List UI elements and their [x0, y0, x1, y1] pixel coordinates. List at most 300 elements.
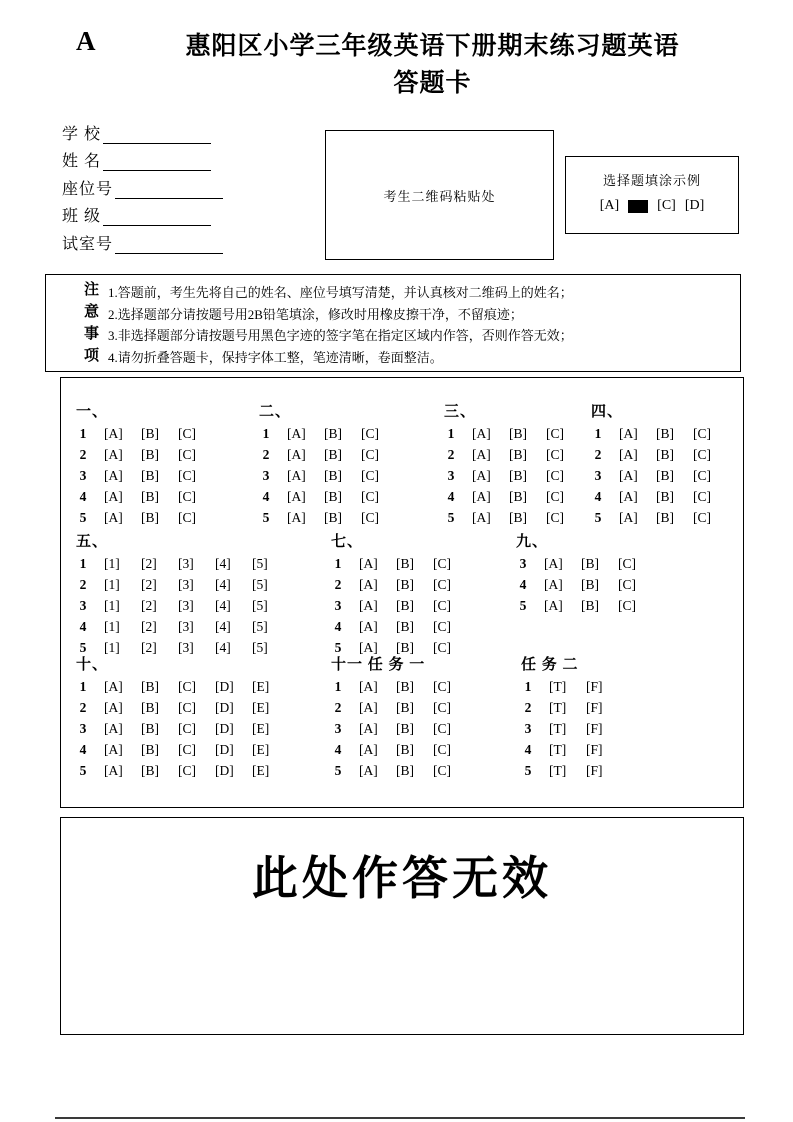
section-title: 任 务 二: [521, 657, 579, 673]
question-number: 3: [79, 597, 87, 613]
answer-bubble[interactable]: [C]: [618, 577, 636, 593]
answer-bubble[interactable]: [F]: [586, 720, 603, 736]
section-title: 十一 任 务 一: [331, 657, 426, 673]
answer-bubble[interactable]: [C]: [178, 467, 196, 483]
answer-bubble[interactable]: [B]: [396, 700, 414, 716]
answer-bubble[interactable]: [E]: [252, 700, 270, 716]
question-number: 1: [79, 556, 87, 572]
answer-bubble[interactable]: [B]: [141, 741, 159, 757]
answer-bubble[interactable]: [B]: [396, 741, 414, 757]
question-number: 5: [262, 509, 270, 525]
answer-bubble[interactable]: [F]: [586, 679, 603, 695]
answer-bubble[interactable]: [F]: [586, 700, 603, 716]
answer-bubble[interactable]: [C]: [178, 509, 196, 525]
answer-bubble[interactable]: [E]: [252, 741, 270, 757]
answer-bubble[interactable]: [C]: [178, 447, 196, 463]
answer-bubble[interactable]: [3]: [178, 639, 194, 655]
answer-bubble[interactable]: [B]: [509, 426, 527, 442]
question-number: 3: [447, 467, 455, 483]
answer-bubble[interactable]: [D]: [215, 741, 234, 757]
answer-row: [331, 616, 470, 637]
question-number: 4: [262, 488, 270, 504]
answer-bubble[interactable]: [4]: [215, 577, 231, 593]
answer-bubble[interactable]: [A]: [104, 679, 123, 695]
answer-row: [521, 719, 623, 740]
answer-bubble[interactable]: [A]: [359, 618, 378, 634]
answer-bubble[interactable]: [A]: [104, 720, 123, 736]
answer-bubble[interactable]: [F]: [586, 741, 603, 757]
answer-bubble[interactable]: [B]: [324, 509, 342, 525]
section-title: 五、: [76, 534, 109, 550]
answer-row: [76, 677, 289, 698]
answer-bubble[interactable]: [C]: [433, 679, 451, 695]
answer-bubble[interactable]: [B]: [141, 762, 159, 778]
field-label-class: 班 级: [62, 208, 102, 225]
answer-bubble[interactable]: [D]: [215, 762, 234, 778]
answer-bubble[interactable]: [A]: [472, 447, 491, 463]
answer-section: [444, 400, 583, 528]
answer-bubble[interactable]: [C]: [693, 467, 711, 483]
form-field-seat-number: [62, 171, 223, 199]
answer-bubble[interactable]: [A]: [472, 426, 491, 442]
answer-bubble[interactable]: [A]: [544, 556, 563, 572]
answer-row: [591, 424, 730, 445]
notice-items: [102, 275, 740, 371]
answer-row: [521, 739, 623, 760]
answer-row: [521, 698, 623, 719]
section-title: 四、: [591, 404, 624, 420]
answer-section: [331, 653, 470, 781]
form-field-school: [62, 116, 223, 144]
question-number: 2: [334, 577, 342, 593]
page-title-block: [72, 28, 793, 102]
answer-row: [331, 760, 470, 781]
answer-bubble[interactable]: [2]: [141, 597, 157, 613]
question-number: 2: [79, 577, 87, 593]
notice-item: 1.答题前，考生先将自己的姓名、座位号填写清楚，并认真核对二维码上的姓名；: [108, 285, 573, 300]
answer-bubble[interactable]: [A]: [104, 467, 123, 483]
answer-row: [76, 575, 289, 596]
answer-bubble[interactable]: [C]: [178, 679, 196, 695]
answer-bubble[interactable]: [B]: [141, 720, 159, 736]
fill-example-options: [566, 198, 738, 214]
answer-bubble[interactable]: [C]: [546, 467, 564, 483]
section-title: 三、: [444, 404, 477, 420]
question-number: 3: [524, 720, 532, 736]
answer-bubble[interactable]: [B]: [509, 509, 527, 525]
question-number: 5: [519, 597, 527, 613]
question-number: 1: [334, 556, 342, 572]
answer-bubble[interactable]: [4]: [215, 639, 231, 655]
answer-bubble[interactable]: [C]: [433, 597, 451, 613]
section-title: 十、: [76, 657, 109, 673]
answer-row: [331, 698, 470, 719]
question-number: 3: [594, 467, 602, 483]
question-number: 3: [79, 467, 87, 483]
answer-bubble[interactable]: [1]: [104, 577, 120, 593]
question-number: 1: [79, 679, 87, 695]
answer-bubble[interactable]: [A]: [104, 700, 123, 716]
answer-row: [516, 554, 655, 575]
question-number: 4: [594, 488, 602, 504]
fill-example-box: [565, 156, 739, 234]
notice-item: 2.选择题部分请按题号用2B铅笔填涂，修改时用橡皮擦干净，不留痕迹；: [108, 306, 523, 322]
filled-bubble-example: [628, 200, 648, 213]
answer-bubble[interactable]: [A]: [359, 577, 378, 593]
invalid-area-text: 此处作答无效: [252, 852, 552, 904]
answer-bubble[interactable]: [E]: [252, 762, 270, 778]
question-number: 2: [524, 700, 532, 716]
answer-bubble[interactable]: [B]: [396, 556, 414, 572]
notice-item: 4.请勿折叠答题卡，保持字体工整，笔迹清晰，卷面整洁。: [108, 349, 443, 365]
answer-row: [331, 554, 470, 575]
answer-bubble[interactable]: [T]: [549, 700, 567, 716]
question-number: 5: [334, 639, 342, 655]
question-number: 4: [524, 741, 532, 757]
answer-bubble[interactable]: [B]: [141, 488, 159, 504]
question-number: 5: [594, 509, 602, 525]
question-number: 1: [334, 679, 342, 695]
question-number: 2: [594, 447, 602, 463]
answer-row: [259, 445, 398, 466]
answer-row: [259, 507, 398, 528]
answer-bubble[interactable]: [A]: [287, 447, 306, 463]
answer-bubble[interactable]: [C]: [433, 741, 451, 757]
answer-bubble[interactable]: [C]: [433, 577, 451, 593]
answer-bubble[interactable]: [5]: [252, 639, 268, 655]
question-number: 5: [447, 509, 455, 525]
answer-bubble[interactable]: [B]: [509, 488, 527, 504]
question-number: 1: [594, 426, 602, 442]
answer-bubble[interactable]: [C]: [433, 700, 451, 716]
class-input-line[interactable]: [103, 210, 211, 226]
answer-bubble[interactable]: [A]: [619, 509, 638, 525]
answer-band: [76, 400, 743, 530]
answer-bubble[interactable]: [C]: [433, 762, 451, 778]
answer-row: [516, 596, 655, 617]
answer-bubble[interactable]: [F]: [586, 762, 603, 778]
answer-row: [76, 616, 289, 637]
answer-bubble[interactable]: [C]: [433, 618, 451, 634]
question-number: 5: [79, 639, 87, 655]
answer-band: [76, 530, 743, 653]
answer-bubble[interactable]: [T]: [549, 720, 567, 736]
answer-bubble[interactable]: [B]: [581, 597, 599, 613]
question-number: 4: [79, 618, 87, 634]
answer-bubble[interactable]: [4]: [215, 556, 231, 572]
answer-bubble[interactable]: [3]: [178, 597, 194, 613]
page-bottom-edge: [55, 1117, 745, 1119]
paper-version-label: A: [76, 26, 96, 56]
answer-bubble[interactable]: [T]: [549, 741, 567, 757]
answer-bubble[interactable]: [C]: [433, 556, 451, 572]
answer-bubble[interactable]: [3]: [178, 556, 194, 572]
answer-bubble[interactable]: [2]: [141, 556, 157, 572]
answer-bubble[interactable]: [B]: [141, 700, 159, 716]
answer-row: [76, 507, 215, 528]
answer-bubble[interactable]: [C]: [693, 488, 711, 504]
answer-bubble[interactable]: [B]: [396, 762, 414, 778]
answer-bubble[interactable]: [A]: [287, 467, 306, 483]
answer-bubble[interactable]: [C]: [178, 426, 196, 442]
answer-bubble[interactable]: [1]: [104, 618, 120, 634]
answer-bubble[interactable]: [B]: [396, 639, 414, 655]
form-field-name: [62, 144, 223, 172]
page-title: 惠阳区小学三年级英语下册期末练习题英语: [185, 32, 680, 60]
answer-bubble[interactable]: [A]: [287, 509, 306, 525]
answer-bubble[interactable]: [C]: [693, 426, 711, 442]
answer-section: [591, 400, 730, 528]
answer-row: [591, 507, 730, 528]
question-number: 2: [79, 447, 87, 463]
answer-bubble[interactable]: [5]: [252, 597, 268, 613]
answer-row: [521, 677, 623, 698]
answer-bubble[interactable]: [A]: [104, 488, 123, 504]
answer-bubble[interactable]: [A]: [104, 762, 123, 778]
question-number: 2: [447, 447, 455, 463]
notice-side-label: [46, 275, 102, 371]
answer-bubble[interactable]: [1]: [104, 597, 120, 613]
answer-section: [516, 530, 655, 616]
answer-bubble[interactable]: [A]: [472, 467, 491, 483]
answer-bubble[interactable]: [B]: [396, 597, 414, 613]
answer-bubble[interactable]: [A]: [104, 509, 123, 525]
answer-bubble[interactable]: [C]: [178, 741, 196, 757]
answer-bubble[interactable]: [2]: [141, 639, 157, 655]
answer-row: [591, 466, 730, 487]
answer-bubble[interactable]: [C]: [178, 720, 196, 736]
answer-bubble[interactable]: [B]: [324, 426, 342, 442]
answer-bubble[interactable]: [A]: [619, 488, 638, 504]
answer-bubble[interactable]: [B]: [656, 488, 674, 504]
answer-bubble[interactable]: [4]: [215, 597, 231, 613]
answer-bubble[interactable]: [A]: [619, 426, 638, 442]
notice-side-char: 事: [84, 326, 100, 342]
answer-row: [331, 719, 470, 740]
answer-bubble[interactable]: [E]: [252, 720, 270, 736]
answer-bubble[interactable]: [A]: [359, 700, 378, 716]
answer-bubble[interactable]: [B]: [324, 447, 342, 463]
notice-side-char: 项: [84, 348, 100, 364]
answer-bubble[interactable]: [A]: [104, 447, 123, 463]
answer-bubble[interactable]: [A]: [472, 509, 491, 525]
answer-bubble[interactable]: [C]: [433, 720, 451, 736]
answer-bubble[interactable]: [5]: [252, 618, 268, 634]
answer-bubble[interactable]: [T]: [549, 762, 567, 778]
answer-bubble[interactable]: [A]: [104, 741, 123, 757]
answer-bubble[interactable]: [B]: [141, 447, 159, 463]
answer-bubble[interactable]: [B]: [581, 556, 599, 572]
answer-row: [76, 739, 289, 760]
answer-bubble[interactable]: [B]: [324, 488, 342, 504]
question-number: 3: [519, 556, 527, 572]
answer-bubble[interactable]: [C]: [361, 467, 379, 483]
answer-row: [331, 677, 470, 698]
answer-row: [444, 445, 583, 466]
answer-bubble[interactable]: [B]: [141, 679, 159, 695]
answer-bubble[interactable]: [B]: [656, 426, 674, 442]
answer-row: [76, 760, 289, 781]
answer-bubble[interactable]: [3]: [178, 618, 194, 634]
answer-bubble[interactable]: [C]: [546, 509, 564, 525]
answer-row: [444, 466, 583, 487]
answer-row: [76, 698, 289, 719]
answer-bubble[interactable]: [B]: [581, 577, 599, 593]
answer-bubble[interactable]: [A]: [359, 679, 378, 695]
field-label-exam-room: 试室号: [62, 235, 114, 253]
answer-row: [259, 466, 398, 487]
answer-row: [259, 424, 398, 445]
question-number: 4: [519, 577, 527, 593]
answer-bubble[interactable]: [B]: [396, 720, 414, 736]
answer-bubble[interactable]: [D]: [215, 679, 234, 695]
answer-row: [76, 554, 289, 575]
answer-bubble[interactable]: [D]: [215, 700, 234, 716]
answer-bubble[interactable]: [5]: [252, 556, 268, 572]
answer-bubble[interactable]: [B]: [141, 509, 159, 525]
answer-bubble[interactable]: [C]: [693, 509, 711, 525]
answer-bubble[interactable]: [C]: [546, 426, 564, 442]
answer-row: [259, 486, 398, 507]
answer-bubble[interactable]: [A]: [287, 426, 306, 442]
answer-bubble[interactable]: [A]: [287, 488, 306, 504]
question-number: 3: [334, 720, 342, 736]
answer-bubble[interactable]: [1]: [104, 639, 120, 655]
answer-bubble[interactable]: [C]: [433, 639, 451, 655]
answer-bubble[interactable]: [A]: [544, 597, 563, 613]
answer-row: [76, 596, 289, 617]
school-input-line[interactable]: [103, 128, 211, 144]
answer-bubble[interactable]: [C]: [178, 700, 196, 716]
answer-bubble[interactable]: [A]: [544, 577, 563, 593]
answer-row: [521, 760, 623, 781]
answer-row: [76, 486, 215, 507]
question-number: 2: [262, 447, 270, 463]
answer-bubble[interactable]: [A]: [359, 741, 378, 757]
field-label-school: 学 校: [62, 125, 102, 143]
answer-bubble[interactable]: [C]: [361, 447, 379, 463]
answer-bubble[interactable]: [D]: [215, 720, 234, 736]
field-label-seat-number: 座位号: [62, 180, 114, 198]
seat-number-input-line[interactable]: [115, 183, 223, 199]
answer-bubble[interactable]: [A]: [619, 447, 638, 463]
answer-bubble[interactable]: [C]: [361, 488, 379, 504]
answer-bubble[interactable]: [B]: [396, 679, 414, 695]
answer-grid-box: [60, 377, 744, 808]
answer-bubble[interactable]: [C]: [693, 447, 711, 463]
answer-bubble[interactable]: [4]: [215, 618, 231, 634]
answer-bubble[interactable]: [B]: [656, 509, 674, 525]
qr-code-paste-box: [325, 130, 554, 260]
bubble-example: [C]: [657, 198, 676, 213]
answer-row: [331, 575, 470, 596]
question-number: 3: [79, 720, 87, 736]
notice-item: 3.非选择题部分请按题号用黑色字迹的签字笔在指定区域内作答，否则作答无效；: [108, 328, 573, 343]
answer-bubble[interactable]: [C]: [546, 447, 564, 463]
answer-bubble[interactable]: [A]: [359, 720, 378, 736]
answer-bubble[interactable]: [C]: [546, 488, 564, 504]
answer-bubble[interactable]: [C]: [618, 597, 636, 613]
answer-bubble[interactable]: [A]: [619, 467, 638, 483]
answer-bubble[interactable]: [C]: [361, 426, 379, 442]
question-number: 4: [334, 618, 342, 634]
student-info-form: [62, 116, 223, 254]
answer-bubble[interactable]: [2]: [141, 577, 157, 593]
answer-row: [76, 424, 215, 445]
answer-bubble[interactable]: [C]: [178, 762, 196, 778]
answer-band: [76, 653, 743, 779]
answer-bubble[interactable]: [B]: [656, 467, 674, 483]
answer-bubble[interactable]: [C]: [178, 488, 196, 504]
answer-bubble[interactable]: [C]: [618, 556, 636, 572]
question-number: 5: [79, 509, 87, 525]
answer-bubble[interactable]: [A]: [472, 488, 491, 504]
answer-section: [259, 400, 398, 528]
answer-bubble[interactable]: [E]: [252, 679, 270, 695]
answer-bubble[interactable]: [1]: [104, 556, 120, 572]
answer-bubble[interactable]: [2]: [141, 618, 157, 634]
answer-row: [516, 575, 655, 596]
form-field-class: [62, 199, 223, 227]
fill-example-title: 选择题填涂示例: [602, 173, 701, 188]
answer-bubble[interactable]: [B]: [396, 618, 414, 634]
answer-bubble[interactable]: [A]: [104, 426, 123, 442]
section-title: 一、: [76, 404, 109, 420]
question-number: 1: [447, 426, 455, 442]
answer-bubble[interactable]: [A]: [359, 762, 378, 778]
answer-bubble[interactable]: [B]: [396, 577, 414, 593]
answer-row: [331, 739, 470, 760]
answer-bubble[interactable]: [A]: [359, 556, 378, 572]
answer-bubble[interactable]: [B]: [324, 467, 342, 483]
answer-section: [76, 530, 289, 658]
section-title: 九、: [516, 534, 549, 550]
answer-bubble[interactable]: [C]: [361, 509, 379, 525]
answer-bubble[interactable]: [B]: [509, 447, 527, 463]
answer-bubble[interactable]: [B]: [141, 426, 159, 442]
question-number: 1: [524, 679, 532, 695]
answer-bubble[interactable]: [B]: [141, 467, 159, 483]
answer-bubble[interactable]: [3]: [178, 577, 194, 593]
question-number: 5: [334, 762, 342, 778]
question-number: 2: [334, 700, 342, 716]
answer-row: [591, 445, 730, 466]
question-number: 1: [262, 426, 270, 442]
section-title: 七、: [331, 534, 364, 550]
answer-bubble[interactable]: [A]: [359, 639, 378, 655]
answer-row: [76, 466, 215, 487]
question-number: 3: [262, 467, 270, 483]
answer-bubble[interactable]: [B]: [509, 467, 527, 483]
answer-row: [331, 596, 470, 617]
exam-room-input-line[interactable]: [115, 238, 223, 254]
answer-row: [76, 445, 215, 466]
answer-bubble[interactable]: [B]: [656, 447, 674, 463]
answer-section: [76, 400, 215, 528]
answer-bubble[interactable]: [A]: [359, 597, 378, 613]
section-title: 二、: [259, 404, 292, 420]
question-number: 4: [79, 741, 87, 757]
notice-side-char: 意: [84, 304, 100, 320]
field-label-name: 姓 名: [62, 153, 102, 170]
question-number: 1: [79, 426, 87, 442]
answer-bubble[interactable]: [5]: [252, 577, 268, 593]
answer-section: [521, 653, 623, 781]
answer-section: [331, 530, 470, 658]
question-number: 4: [334, 741, 342, 757]
name-input-line[interactable]: [103, 155, 211, 171]
answer-bubble[interactable]: [T]: [549, 679, 567, 695]
